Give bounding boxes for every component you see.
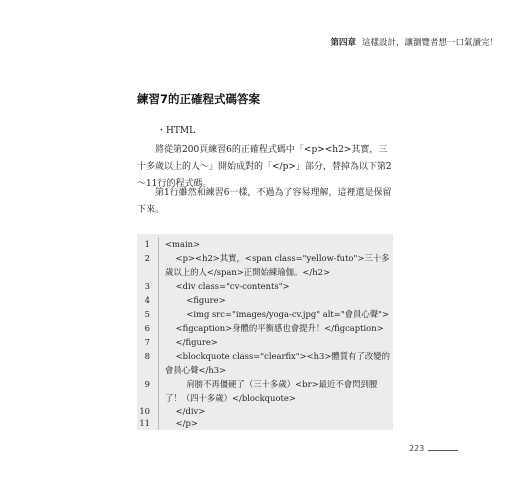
code-text: </p> bbox=[158, 416, 392, 430]
page-number: 223 bbox=[409, 444, 425, 453]
page-number-rule bbox=[428, 450, 458, 451]
line-number: 6 bbox=[144, 323, 150, 333]
chapter-label: 第四章 bbox=[330, 38, 356, 48]
line-number: 3 bbox=[144, 281, 150, 291]
code-text: 肩膀不再僵硬了（三十多歲）<br>最近不會閃到腰了！（四十多歲）</blockquote> bbox=[158, 377, 392, 405]
line-number: 5 bbox=[144, 309, 150, 319]
code-text: <blockquote class="clearfix"><h3>體質有了改變的會員心聲</h3> bbox=[158, 349, 392, 377]
code-block bbox=[137, 234, 393, 430]
line-number: 11 bbox=[139, 418, 150, 428]
code-text: </figure> bbox=[158, 335, 392, 349]
running-header bbox=[330, 36, 498, 48]
line-number: 2 bbox=[144, 253, 150, 263]
line-number: 8 bbox=[144, 351, 150, 361]
paragraph-1: 將從第200頁練習6的正確程式碼中「<p><h2>其實，三十多歲以上的人～」開始成對的「</p>」部分，替掉為以下第2～11行的程式碼。 bbox=[137, 145, 392, 189]
bullet-html: ・HTML bbox=[157, 126, 196, 136]
code-text: <p><h2>其實，<span class="yellow-futo">三十多歲以上的人</span>正開始練瑜伽。</h2> bbox=[158, 251, 392, 279]
line-number: 7 bbox=[144, 337, 150, 347]
code-text: </div> bbox=[158, 404, 392, 418]
chapter-title: 這樣設計，讓瀏覽者想一口氣讀完！ bbox=[361, 38, 498, 48]
code-text: <main> bbox=[158, 237, 392, 251]
line-number: 1 bbox=[144, 239, 150, 249]
code-text: <figure> bbox=[158, 293, 392, 307]
line-number: 10 bbox=[139, 406, 150, 416]
paragraph-2: 第1行雖然和練習6一樣，不過為了容易理解，這裡還是保留下來。 bbox=[137, 188, 392, 215]
section-title: 練習7的正確程式碼答案 bbox=[137, 92, 261, 106]
code-text: <img src="images/yoga-cv.jpg" alt="會員心聲"> bbox=[158, 307, 392, 321]
code-text: <figcaption>身體的平衡感也會提升！</figcaption> bbox=[158, 321, 392, 335]
line-number: 4 bbox=[144, 295, 150, 305]
line-number: 9 bbox=[144, 379, 150, 389]
code-text: <div class="cv-contents"> bbox=[158, 279, 392, 293]
